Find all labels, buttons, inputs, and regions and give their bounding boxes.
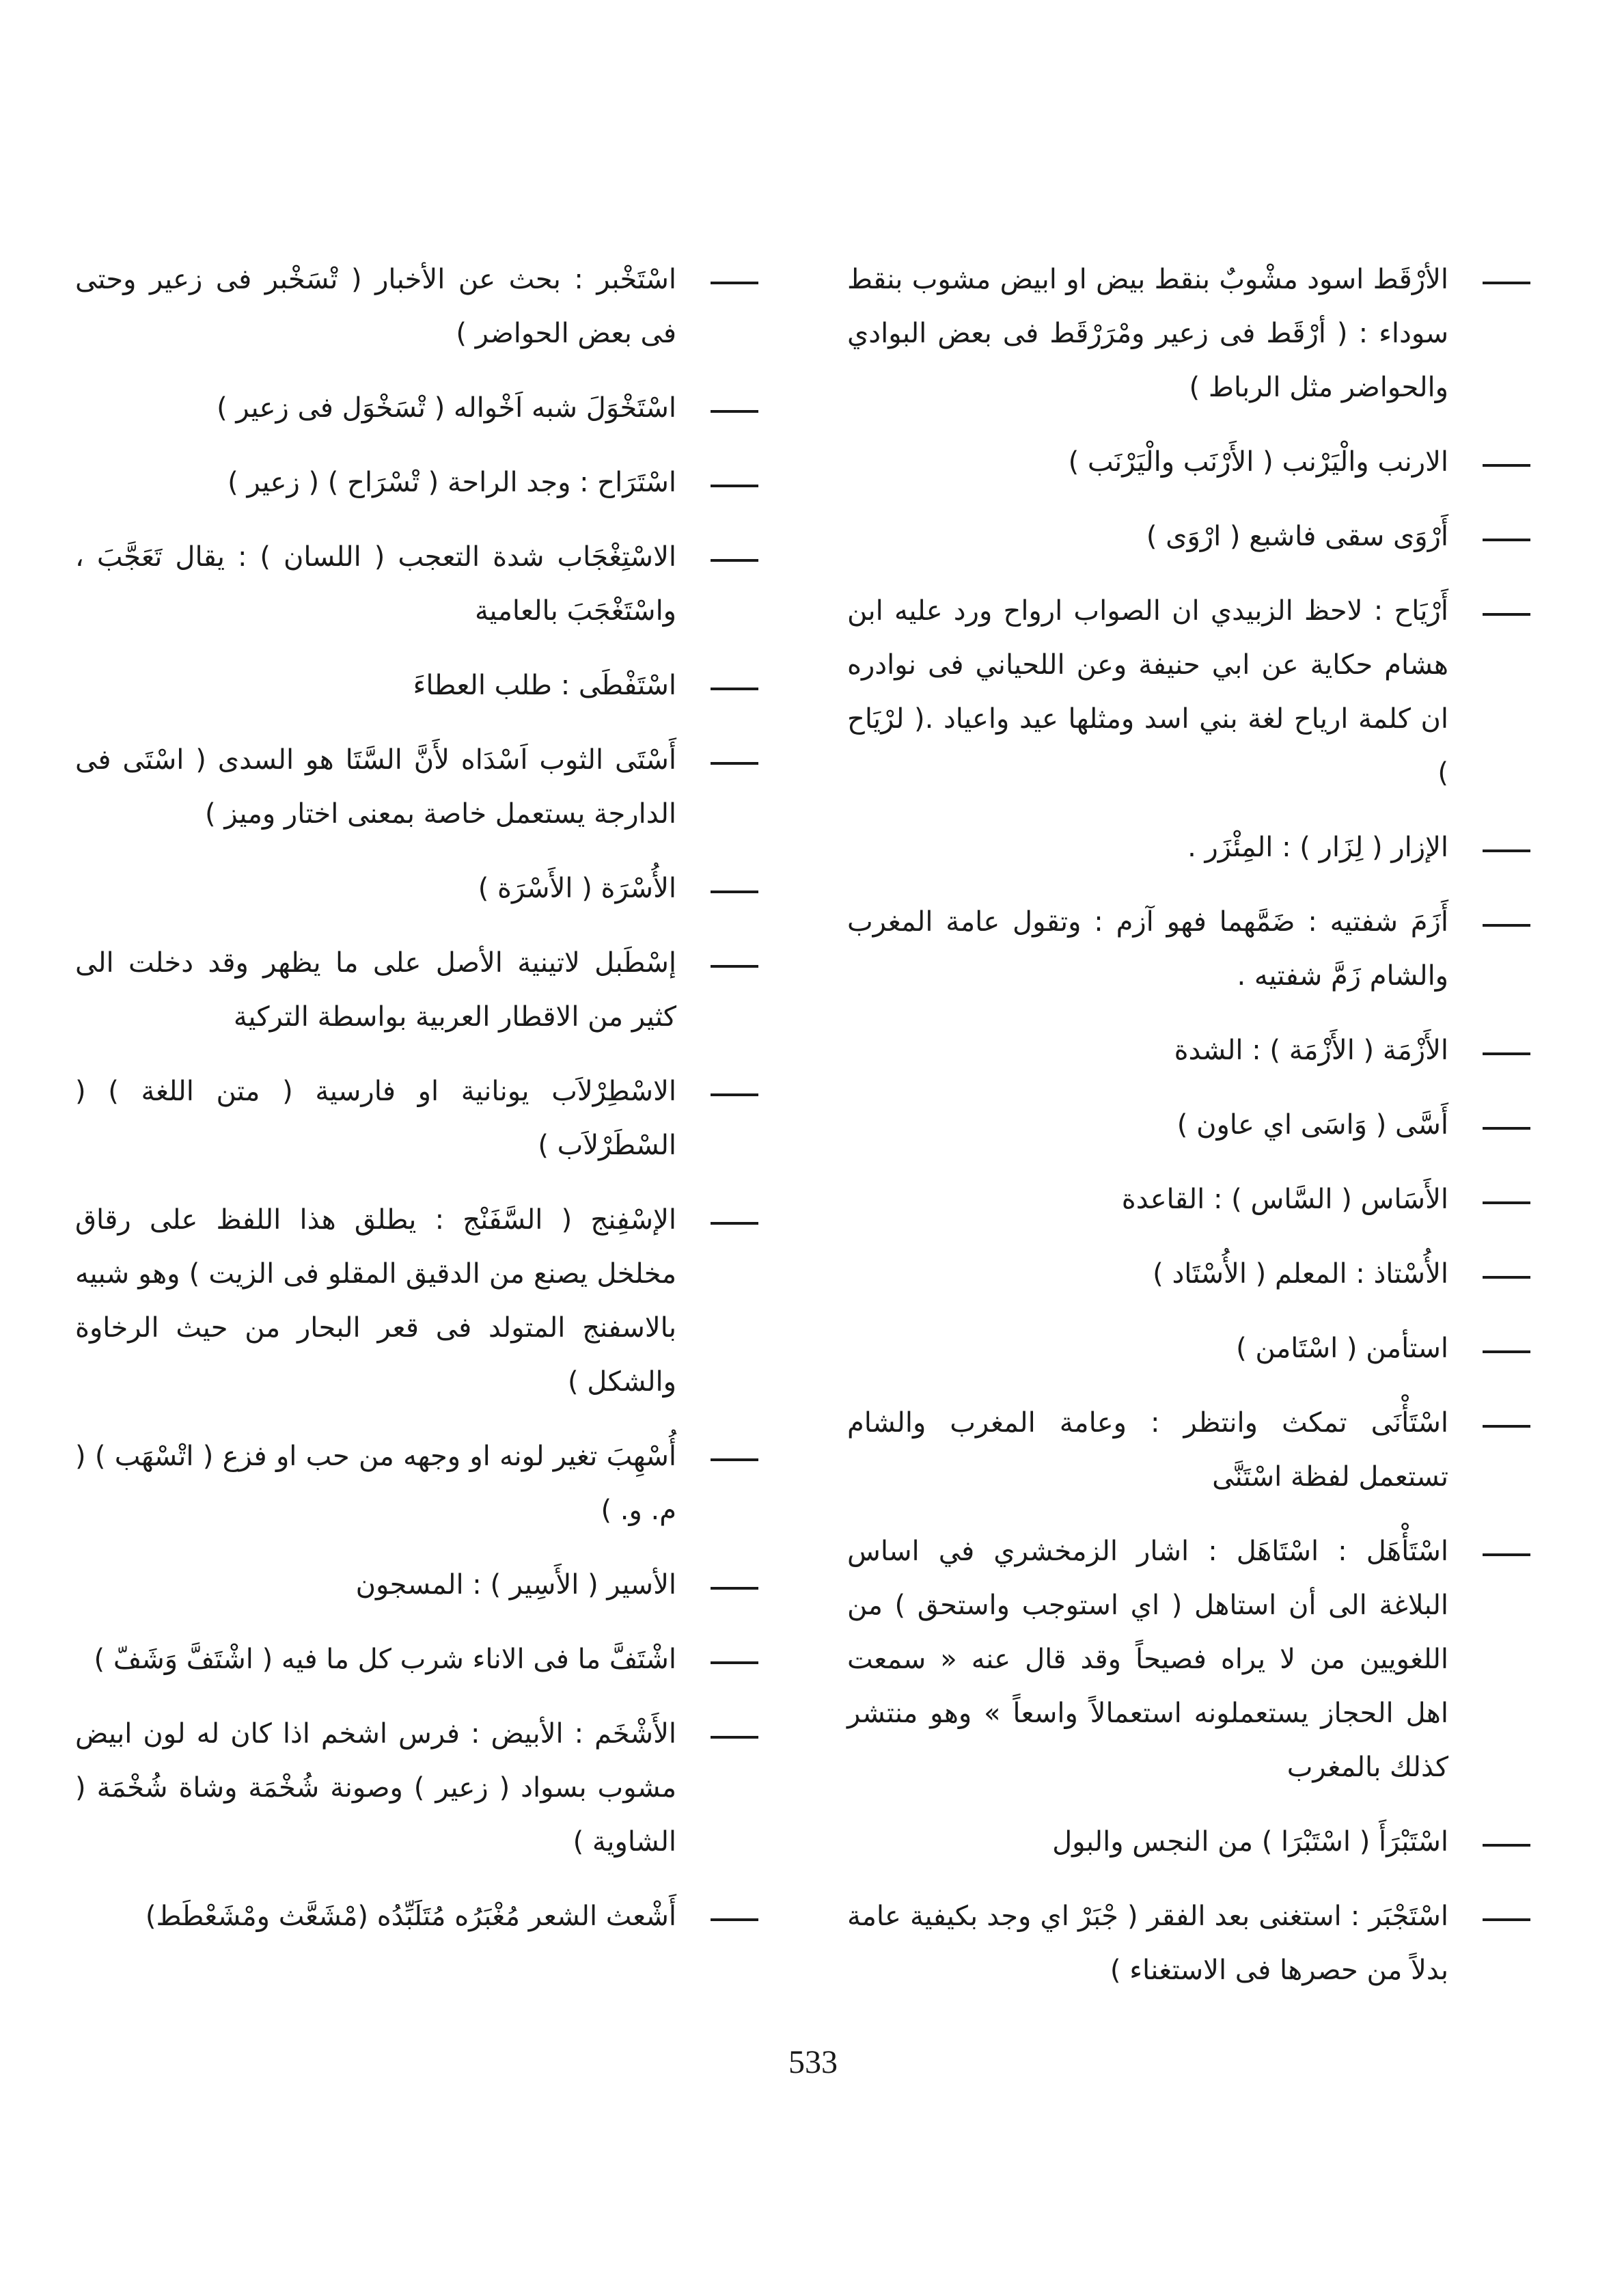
dictionary-entry bbox=[847, 1024, 1530, 1078]
entry-dash bbox=[1476, 1024, 1530, 1078]
entry-dash bbox=[704, 253, 758, 307]
entry-dash bbox=[704, 1193, 758, 1247]
entry-text: الأَسَاس ( السَّاس ) : القاعدة bbox=[1121, 1184, 1448, 1215]
entry-dash bbox=[1476, 1322, 1530, 1376]
entry-dash bbox=[1476, 584, 1530, 638]
entry-text: استأمن ( اسْتَامن ) bbox=[1236, 1333, 1448, 1364]
entry-text: اسْتَجْبَر : استغنى بعد الفقر ( جْبَرْ اي وجد بكيفية عامة بدلاً من حصرها فى الاستغناء ) bbox=[847, 1901, 1448, 1986]
entry-text: الاسْتِغْجَاب شدة التعجب ( اللسان ) : يقال تَعَجَّبَ ، واسْتَغْجَبَ بالعامية bbox=[75, 541, 676, 627]
left-column bbox=[75, 253, 758, 1964]
entry-text: الأرْقَط اسود مشْوبٌ بنقط بيض او ابيض مشوب بنقط سوداء : ( أرْقَط فى زعير ومْرَرْقَط فى بعض البوادي والحواضر مثل الرباط ) bbox=[847, 264, 1448, 403]
dictionary-entry bbox=[847, 1890, 1530, 1998]
entry-dash bbox=[704, 1633, 758, 1687]
entry-dash bbox=[1476, 821, 1530, 875]
entry-text: الأَشْخَم : الأبيض : فرس اشخم اذا كان له لون ابيض مشوب بسواد ( زعير ) وصونة شُخْمَة وشاة شُخْمَة ( الشاوية ) bbox=[75, 1718, 676, 1858]
entry-text: اسْتَفْطَى : طلب العطاءَ bbox=[413, 670, 676, 701]
entry-text: أَسْتَى الثوب اَسْدَاه لأَنَّ السَّتَا هو السدى ( اسْتَى فى الدارجة يستعمل خاصة بمعنى اختار وميز ) bbox=[75, 744, 676, 830]
dictionary-entry bbox=[75, 936, 758, 1044]
entry-dash bbox=[704, 1430, 758, 1484]
entry-text: أَزَمَ شفتيه : ضَمَّهما فهو آزم : وتقول عامة المغرب والشام زَمَّ شفتيه . bbox=[847, 906, 1448, 992]
entry-text: أَسَّى ( وَاسَى اي عاون ) bbox=[1176, 1109, 1448, 1141]
entry-dash bbox=[704, 1065, 758, 1119]
dictionary-entry bbox=[75, 1065, 758, 1173]
entry-dash bbox=[704, 1890, 758, 1944]
dictionary-entry bbox=[75, 253, 758, 361]
dictionary-entry bbox=[75, 1558, 758, 1612]
entry-dash bbox=[1476, 435, 1530, 489]
entry-dash bbox=[1476, 1173, 1530, 1227]
dictionary-entry bbox=[847, 1247, 1530, 1301]
dictionary-entry bbox=[75, 1707, 758, 1869]
entry-text: اسْتَأْنَى تمكث وانتظر : وعامة المغرب والشام تستعمل لفظة اسْتَنَّى bbox=[847, 1407, 1448, 1493]
entry-dash bbox=[704, 381, 758, 435]
entry-dash bbox=[704, 1707, 758, 1761]
entry-dash bbox=[704, 862, 758, 916]
dictionary-entry bbox=[75, 456, 758, 510]
entry-dash bbox=[704, 733, 758, 787]
dictionary-entry bbox=[847, 584, 1530, 800]
dictionary-entry bbox=[847, 1815, 1530, 1869]
page-number: 533 bbox=[788, 2044, 838, 2080]
entry-dash bbox=[1476, 1396, 1530, 1450]
dictionary-entry bbox=[847, 1098, 1530, 1152]
entry-dash bbox=[704, 1558, 758, 1612]
dictionary-entry bbox=[847, 435, 1530, 489]
dictionary-entry bbox=[75, 381, 758, 435]
dictionary-entry bbox=[75, 1633, 758, 1687]
dictionary-entry bbox=[847, 1322, 1530, 1376]
entry-text: إسْطَبل لاتينية الأصل على ما يظهر وقد دخلت الى كثير من الاقطار العربية بواسطة التركية bbox=[75, 947, 676, 1033]
entry-text: أَرْوَى سقى فاشبع ( ارْوَى ) bbox=[1146, 521, 1448, 552]
dictionary-entry bbox=[847, 1173, 1530, 1227]
entry-dash bbox=[1476, 253, 1530, 307]
dictionary-entry bbox=[75, 1193, 758, 1409]
entry-dash bbox=[1476, 1525, 1530, 1579]
dictionary-entry bbox=[847, 821, 1530, 875]
entry-text: الارنب والْيَرْنب ( الأَرْنَب والْيَرْنَب ) bbox=[1068, 446, 1448, 478]
entry-dash bbox=[704, 456, 758, 510]
dictionary-entry bbox=[75, 733, 758, 841]
entry-dash bbox=[704, 936, 758, 990]
entry-text: أَشْعث الشعر مُغْبَرُه مُتَلَبِّدُه (مْشَعَّث ومْشَعْطَط) bbox=[145, 1901, 676, 1932]
entry-dash bbox=[704, 659, 758, 713]
entry-text: اسْتَرَاح : وجد الراحة ( تْسْرَاح ) ( زعير ) bbox=[228, 467, 676, 498]
dictionary-entry bbox=[847, 1525, 1530, 1795]
entry-text: الإسْفِنج ( السَّفَنْج : يطلق هذا اللفظ على رقاق مخلخل يصنع من الدقيق المقلو فى الزيت ) وهو شبيه بالاسفنج المتولد فى قعر البحار من حيث الرخاوة والشكل ) bbox=[75, 1204, 676, 1398]
dictionary-entry bbox=[75, 530, 758, 638]
entry-text: الاسْطِرْلاَب يونانية او فارسية ( متن اللغة ) ( السْطَرْلاَب ) bbox=[75, 1076, 676, 1161]
entry-dash bbox=[1476, 1890, 1530, 1944]
entry-dash bbox=[1476, 1098, 1530, 1152]
entry-text: أُسْهِبَ تغير لونه او وجهه من حب او فزع ( اتْسْهَب ) ( م. و. ) bbox=[75, 1441, 676, 1526]
entry-text: اشْتَفَّ ما فى الاناء شرب كل ما فيه ( اشْتَفَّ وَشَفّ ) bbox=[94, 1644, 676, 1675]
entry-dash bbox=[1476, 1247, 1530, 1301]
entry-dash bbox=[704, 530, 758, 584]
dictionary-entry bbox=[75, 862, 758, 916]
dictionary-entry bbox=[75, 1890, 758, 1944]
entry-text: الأسير ( الأَسِير ) : المسجون bbox=[355, 1569, 676, 1601]
entry-text: اسْتَأْهَل : اسْتَاهَل : اشار الزمخشري في اساس البلاغة الى أن استاهل ( اي استوجب واستحق ) من اللغويين من لا يراه فصيحاً وقد قال عنه « سمعت اهل الحجاز يستعملونه استعمالاً واسعاً » وهو منتشر كذلك بالمغرب bbox=[847, 1536, 1448, 1783]
entry-dash bbox=[1476, 895, 1530, 949]
entry-text: الأُسْرَة ( الأَسْرَة ) bbox=[478, 873, 676, 904]
dictionary-entry bbox=[847, 895, 1530, 1003]
right-column bbox=[847, 253, 1530, 2018]
entry-text: اسْتَخْوَلَ شبه اَخْواله ( تْسَخْوَل فى زعير ) bbox=[217, 392, 676, 424]
entry-text: الإزار ( لِزَار ) : المِئْزَر . bbox=[1187, 832, 1448, 863]
entry-text: الأَزْمَة ( الأَزْمَة ) : الشدة bbox=[1174, 1035, 1448, 1066]
entry-dash bbox=[1476, 510, 1530, 564]
entry-dash bbox=[1476, 1815, 1530, 1869]
dictionary-entry bbox=[75, 659, 758, 713]
dictionary-entry bbox=[847, 253, 1530, 415]
entry-text: اسْتَخْبر : بحث عن الأخبار ( تْسَخْبر فى زعير وحتى فى بعض الحواضر ) bbox=[75, 264, 676, 349]
dictionary-entry bbox=[75, 1430, 758, 1538]
entry-text: الأُسْتاذ : المعلم ( الأُسْتَاد ) bbox=[1153, 1258, 1448, 1290]
entry-text: اسْتَبْرَأَ ( اسْتَبْرَا ) من النجس والبول bbox=[1052, 1826, 1448, 1858]
dictionary-entry bbox=[847, 510, 1530, 564]
entry-text: أَرْيَاح : لاحظ الزبيدي ان الصواب ارواح ورد عليه ابن هشام حكاية عن ابي حنيفة وعن اللحياني فى نوادره ان كلمة ارياح لغة بني اسد ومثلها عيد واعياد .( لرْيَاح ) bbox=[847, 595, 1448, 789]
dictionary-entry bbox=[847, 1396, 1530, 1504]
